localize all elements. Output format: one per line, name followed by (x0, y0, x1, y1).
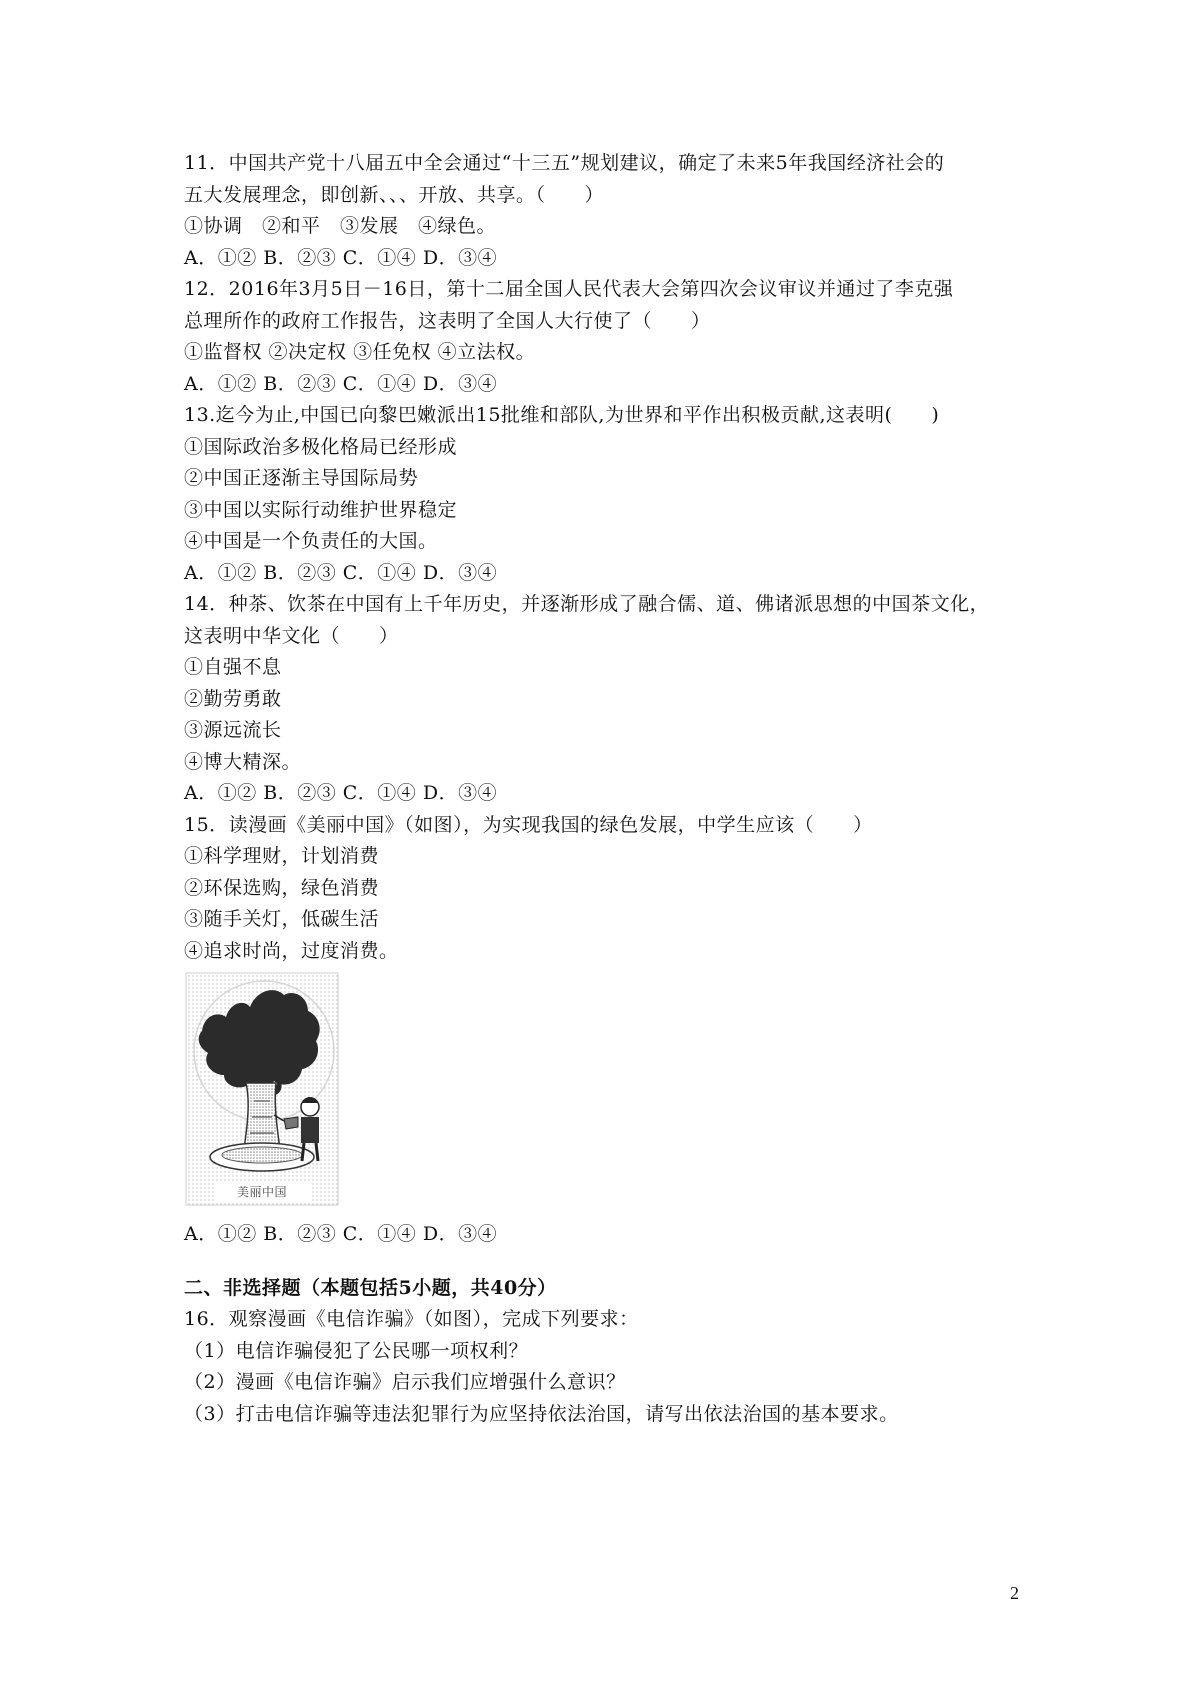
question-12 (184, 274, 1034, 400)
question-options-line: ④追求时尚，过度消费。 (184, 939, 399, 962)
question-options-line: ②勤劳勇敢 (184, 687, 282, 710)
question-stem-line: 15．读漫画《美丽中国》（如图），为实现我国的绿色发展，中学生应该（ ） (184, 813, 873, 836)
question-16-stem: 16．观察漫画《电信诈骗》（如图），完成下列要求： (184, 1308, 639, 1330)
question-options-line: ③源远流长 (184, 719, 282, 741)
question-15 (184, 810, 1034, 1251)
question-16-part: （2）漫画《电信诈骗》启示我们应增强什么意识？ (184, 1371, 626, 1393)
section-title: 二、非选择题（本题包括5小题，共40分） (184, 1276, 557, 1299)
person-leg (316, 1143, 318, 1161)
question-14 (184, 589, 1034, 810)
question-16-part: （1）电信诈骗侵犯了公民哪一项权利？ (184, 1339, 529, 1362)
person-body (301, 1117, 319, 1143)
question-stem-line: 13.迄今为止,中国已向黎巴嫩派出15批维和部队,为世界和平作出积极贡献,这表明( ) (184, 404, 940, 426)
question-13 (184, 400, 1034, 589)
question-11 (184, 148, 1034, 274)
question-options-line: ③中国以实际行动维护世界稳定 (184, 498, 458, 521)
question-16-part: （3）打击电信诈骗等违法犯罪行为应坚持依法治国，请写出依法治国的基本要求。 (184, 1402, 899, 1425)
question-stem-line: 五大发展理念，即创新、、、开放、共享。（ ） (184, 183, 605, 206)
question-stem-line: 11．中国共产党十八届五中全会通过“十三五”规划建议，确定了未来5年我国经济社会的 (184, 152, 945, 174)
question-stem-line: 12．2016年3月5日－16日，第十二届全国人民代表大会第四次会议审议并通过了李克强 (184, 278, 954, 300)
person-leg (302, 1143, 304, 1161)
section-2 (184, 1273, 1034, 1431)
question-options-line: ③随手关灯，低碳生活 (184, 908, 380, 930)
question-stem-line: 14．种茶、饮茶在中国有上千年历史，并逐渐形成了融合儒、道、佛诸派思想的中国茶文化， (184, 593, 990, 615)
question-options-line: ①协调 ②和平 ③发展 ④绿色。 (184, 215, 497, 237)
answer-choices: A．①② B．②③ C．①④ D．③④ (184, 782, 498, 804)
question-stem-line: 这表明中华文化（ ） (184, 624, 399, 647)
question-options-line: ①监督权 ②决定权 ③任免权 ④立法权。 (184, 341, 536, 363)
question-stem-line: 总理所作的政府工作报告，这表明了全国人大行使了（ ） (184, 309, 711, 332)
question-options-line: ①国际政治多极化格局已经形成 (184, 435, 458, 458)
cartoon-beautiful-china-figure (184, 971, 342, 1211)
answer-choices: A．①② B．②③ C．①④ D．③④ (184, 372, 498, 395)
question-options-line: ④博大精深。 (184, 750, 302, 773)
question-options-line: ①科学理财，计划消费 (184, 845, 380, 867)
tree-base-inner (222, 1147, 302, 1163)
question-options-line: ①自强不息 (184, 656, 282, 678)
figure-caption: 美丽中国 (236, 1185, 288, 1199)
page-number: 2 (1010, 1583, 1019, 1603)
page-content (184, 148, 1034, 1430)
question-options-line: ④中国是一个负责任的大国。 (184, 530, 438, 552)
question-options-line: ②中国正逐渐主导国际局势 (184, 467, 419, 489)
answer-choices: A．①② B．②③ C．①④ D．③④ (184, 246, 498, 269)
answer-choices: A．①② B．②③ C．①④ D．③④ (184, 561, 498, 584)
answer-choices: A．①② B．②③ C．①④ D．③④ (184, 1223, 498, 1245)
watering-can (284, 1117, 298, 1129)
cartoon-illustration (184, 971, 342, 1211)
question-options-line: ②环保选购，绿色消费 (184, 876, 380, 899)
